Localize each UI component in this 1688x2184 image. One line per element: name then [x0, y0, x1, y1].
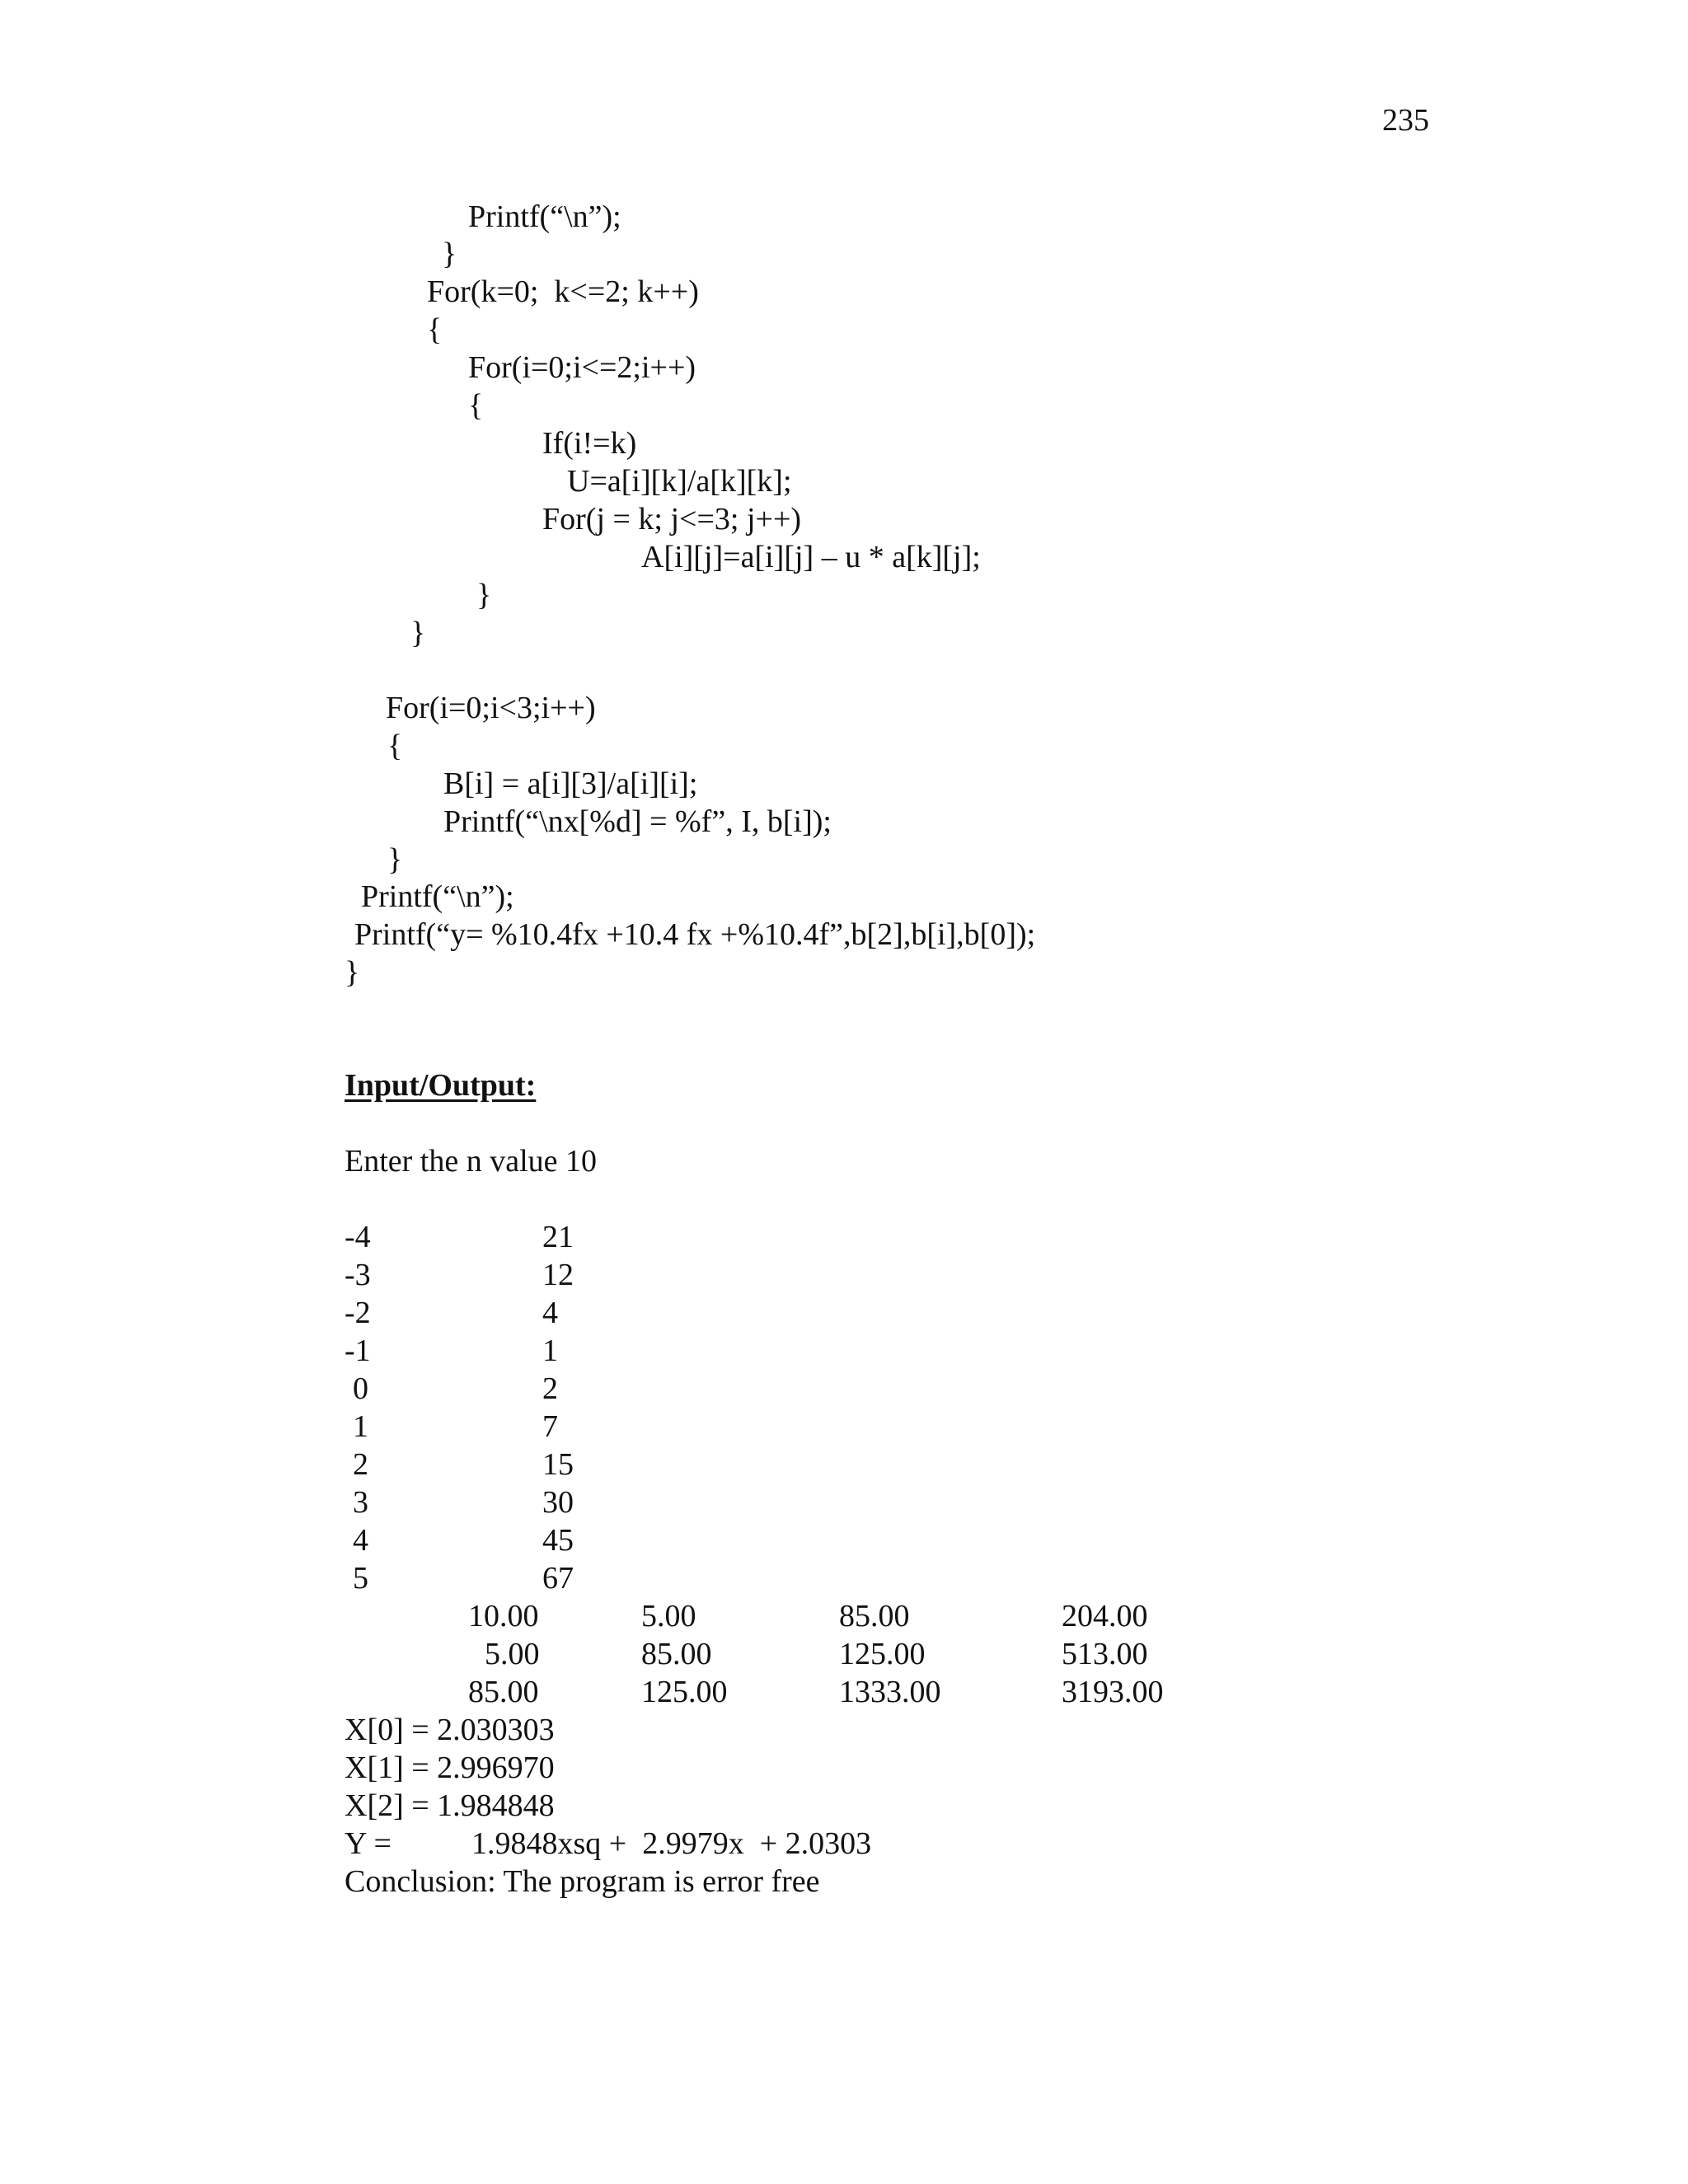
- matrix-cell: 85.00: [468, 1675, 539, 1709]
- data-y-value: 21: [542, 1220, 574, 1254]
- data-y-value: 2: [542, 1371, 558, 1406]
- code-line: }: [387, 842, 403, 877]
- data-y-value: 12: [542, 1258, 574, 1292]
- matrix-cell: 5.00: [641, 1599, 696, 1633]
- code-line: If(i!=k): [542, 426, 637, 461]
- code-line: For(k=0; k<=2; k++): [427, 274, 699, 309]
- code-line: Printf(“y= %10.4fx +10.4 fx +%10.4f”,b[2],b[i],b[0]);: [354, 917, 1036, 952]
- data-y-value: 7: [542, 1409, 558, 1444]
- data-x-value: 0: [353, 1371, 368, 1406]
- data-x-value: -4: [345, 1220, 371, 1254]
- data-y-value: 45: [542, 1523, 574, 1558]
- matrix-cell: 10.00: [468, 1599, 539, 1633]
- data-x-value: 4: [353, 1523, 368, 1558]
- matrix-cell: 5.00: [485, 1637, 540, 1671]
- result-line: X[2] = 1.984848: [345, 1788, 555, 1823]
- equation-label: Y =: [345, 1826, 392, 1861]
- code-line: B[i] = a[i][3]/a[i][i];: [443, 766, 698, 801]
- code-line: {: [427, 312, 443, 347]
- code-line: }: [476, 578, 492, 612]
- conclusion: Conclusion: The program is error free: [345, 1864, 820, 1899]
- matrix-cell: 1333.00: [839, 1675, 941, 1709]
- code-line: {: [468, 388, 484, 423]
- code-line: A[i][j]=a[i][j] – u * a[k][j];: [641, 540, 981, 574]
- matrix-cell: 125.00: [641, 1675, 728, 1709]
- data-y-value: 15: [542, 1447, 574, 1482]
- code-line: For(j = k; j<=3; j++): [542, 502, 802, 537]
- data-x-value: 1: [353, 1409, 368, 1444]
- code-line: Printf(“\n”);: [468, 199, 621, 234]
- code-line: }: [442, 237, 457, 271]
- matrix-cell: 125.00: [839, 1637, 926, 1671]
- code-line: U=a[i][k]/a[k][k];: [567, 464, 792, 499]
- code-line: Printf(“\nx[%d] = %f”, I, b[i]);: [443, 804, 832, 839]
- matrix-cell: 513.00: [1062, 1637, 1148, 1671]
- data-y-value: 67: [542, 1561, 574, 1596]
- code-line: {: [387, 729, 403, 763]
- data-x-value: 2: [353, 1447, 368, 1482]
- data-x-value: -1: [345, 1333, 371, 1368]
- page-number: 235: [1382, 103, 1429, 138]
- matrix-cell: 85.00: [641, 1637, 712, 1671]
- matrix-cell: 85.00: [839, 1599, 910, 1633]
- result-line: X[0] = 2.030303: [345, 1713, 555, 1747]
- code-line: }: [410, 616, 426, 650]
- code-line: Printf(“\n”);: [361, 879, 514, 914]
- data-x-value: 3: [353, 1485, 368, 1520]
- section-heading: Input/Output:: [345, 1068, 537, 1103]
- data-y-value: 4: [542, 1296, 558, 1330]
- data-x-value: -3: [345, 1258, 371, 1292]
- matrix-cell: 204.00: [1062, 1599, 1148, 1633]
- data-x-value: 5: [353, 1561, 368, 1596]
- data-y-value: 30: [542, 1485, 574, 1520]
- matrix-cell: 3193.00: [1062, 1675, 1164, 1709]
- prompt-line: Enter the n value 10: [345, 1144, 598, 1179]
- code-line: For(i=0;i<3;i++): [386, 691, 596, 725]
- code-line: }: [345, 955, 360, 990]
- code-line: For(i=0;i<=2;i++): [468, 350, 696, 385]
- data-y-value: 1: [542, 1333, 558, 1368]
- result-line: X[1] = 2.996970: [345, 1750, 555, 1785]
- equation: 1.9848xsq + 2.9979x + 2.0303: [471, 1826, 872, 1861]
- data-x-value: -2: [345, 1296, 371, 1330]
